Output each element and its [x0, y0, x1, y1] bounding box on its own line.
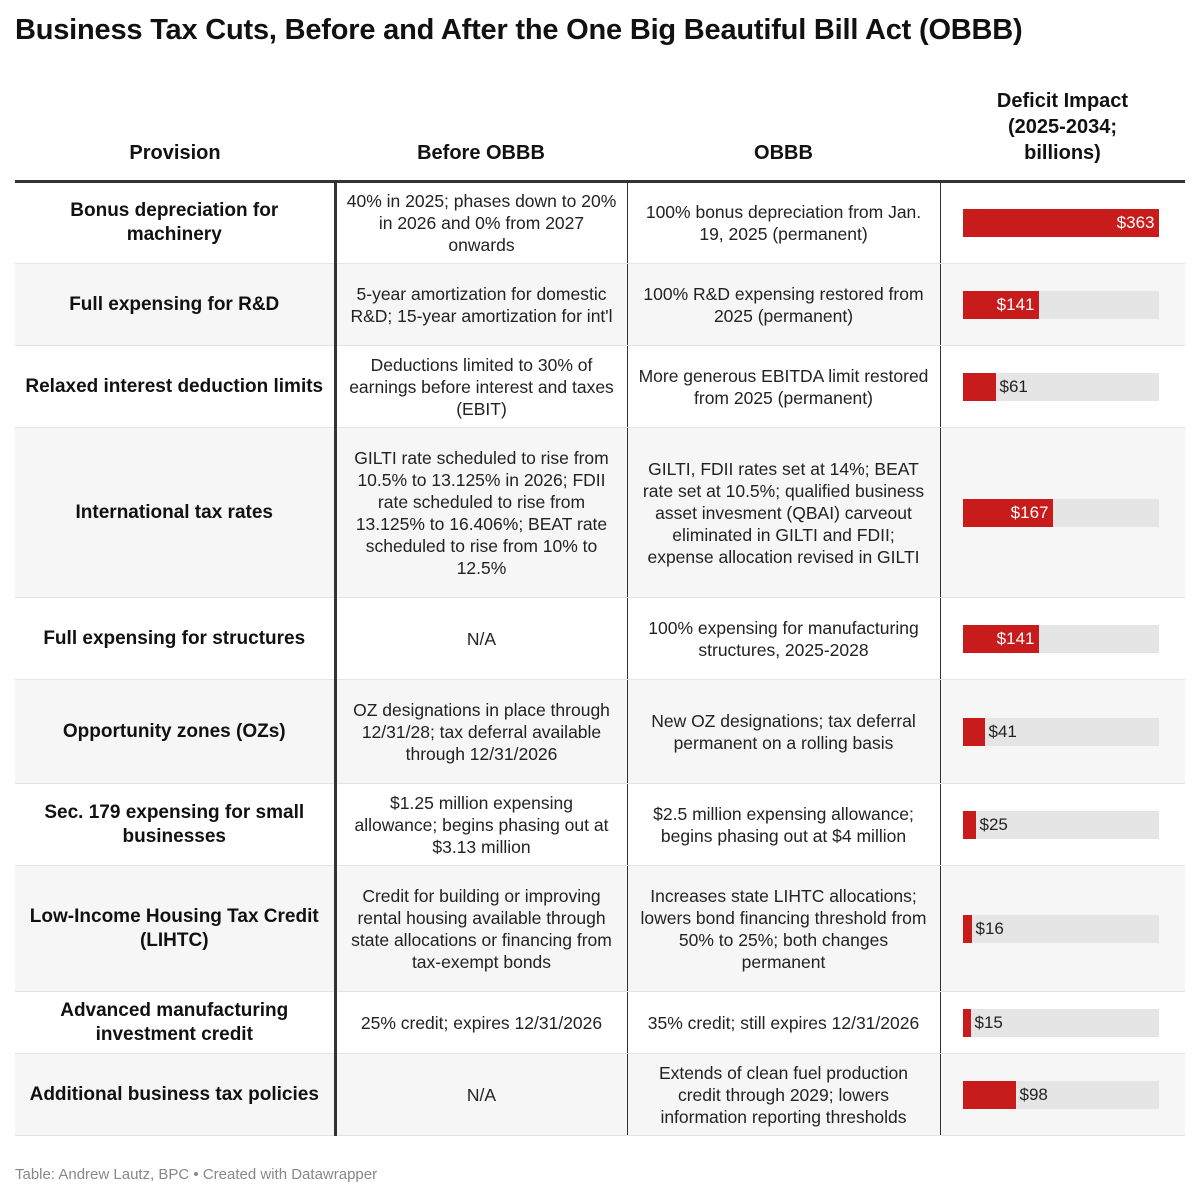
table-row [15, 428, 1185, 598]
tax-cuts-table [15, 88, 1185, 1136]
obbb-cell: 35% credit; still expires 12/31/2026 [627, 992, 940, 1054]
header-provision[interactable]: Provision [15, 88, 335, 182]
table-row [15, 866, 1185, 992]
impact-bar [963, 915, 972, 943]
impact-value: $167 [1010, 502, 1049, 522]
impact-bar [963, 1081, 1016, 1109]
header-row [15, 88, 1185, 182]
impact-bar-track [963, 1009, 1159, 1037]
impact-bar [963, 718, 985, 746]
impact-value: $363 [1116, 213, 1155, 232]
deficit-impact-cell [940, 598, 1185, 680]
impact-bar-track [963, 499, 1159, 527]
header-impact-line1: Deficit Impact [996, 90, 1129, 112]
table-row [15, 346, 1185, 428]
header-deficit-impact[interactable] [940, 88, 1185, 182]
before-obbb-cell: Credit for building or improving rental housing available through state allocations or financing from tax-exempt bonds [335, 866, 627, 992]
source-credit[interactable]: Table: Andrew Lautz, BPC • Created with Datawrapper [15, 1166, 378, 1183]
deficit-impact-cell [940, 784, 1185, 866]
impact-bar [963, 373, 996, 401]
impact-bar-track [963, 373, 1159, 401]
table-row [15, 598, 1185, 680]
deficit-impact-cell [940, 680, 1185, 784]
table-row [15, 1054, 1185, 1136]
provision-cell: Advanced manufacturing investment credit [15, 992, 335, 1054]
obbb-cell: Extends of clean fuel production credit through 2029; lowers information reporting thresholds [627, 1054, 940, 1136]
impact-value: $16 [975, 918, 1004, 938]
provision-cell: Full expensing for structures [15, 598, 335, 680]
provision-cell: Bonus depreciation for machinery [15, 182, 335, 264]
provision-cell: Additional business tax policies [15, 1054, 335, 1136]
deficit-impact-cell [940, 428, 1185, 598]
deficit-impact-cell [940, 992, 1185, 1054]
header-impact-line2: (2025-2034; [1008, 116, 1117, 138]
provision-cell: Relaxed interest deduction limits [15, 346, 335, 428]
obbb-cell: GILTI, FDII rates set at 14%; BEAT rate set at 10.5%; qualified business asset invesment (QBAI) carveout eliminated in GILTI and FDII; expense allocation revised in GILTI [627, 428, 940, 598]
obbb-cell: Increases state LIHTC allocations; lowers bond financing threshold from 50% to 25%; both changes permanent [627, 866, 940, 992]
provision-cell: Full expensing for R&D [15, 264, 335, 346]
impact-bar-track [963, 209, 1159, 237]
provision-cell: International tax rates [15, 428, 335, 598]
obbb-cell: 100% R&D expensing restored from 2025 (permanent) [627, 264, 940, 346]
before-obbb-cell: OZ designations in place through 12/31/28; tax deferral available through 12/31/2026 [335, 680, 627, 784]
impact-value: $141 [996, 628, 1035, 648]
provision-cell: Sec. 179 expensing for small businesses [15, 784, 335, 866]
header-before-obbb[interactable]: Before OBBB [335, 88, 627, 182]
before-obbb-cell: 5-year amortization for domestic R&D; 15-year amortization for int'l [335, 264, 627, 346]
impact-value: $98 [1019, 1084, 1048, 1104]
before-obbb-cell: 25% credit; expires 12/31/2026 [335, 992, 627, 1054]
before-obbb-cell: 40% in 2025; phases down to 20% in 2026 and 0% from 2027 onwards [335, 182, 627, 264]
before-obbb-cell: Deductions limited to 30% of earnings before interest and taxes (EBIT) [335, 346, 627, 428]
impact-bar-track [963, 811, 1159, 839]
deficit-impact-cell [940, 1054, 1185, 1136]
deficit-impact-cell [940, 182, 1185, 264]
before-obbb-cell: GILTI rate scheduled to rise from 10.5% to 13.125% in 2026; FDII rate scheduled to rise from 13.125% to 16.406%; BEAT rate scheduled to rise from 10% to 12.5% [335, 428, 627, 598]
deficit-impact-cell [940, 346, 1185, 428]
before-obbb-cell: $1.25 million expensing allowance; begins phasing out at $3.13 million [335, 784, 627, 866]
table-row [15, 680, 1185, 784]
before-obbb-cell: N/A [335, 598, 627, 680]
impact-value: $41 [988, 721, 1017, 741]
impact-bar-track [963, 915, 1159, 943]
table-row [15, 182, 1185, 264]
impact-value: $61 [999, 376, 1028, 396]
impact-bar [963, 1009, 971, 1037]
table-row [15, 264, 1185, 346]
deficit-impact-cell [940, 264, 1185, 346]
obbb-cell: $2.5 million expensing allowance; begins phasing out at $4 million [627, 784, 940, 866]
header-impact-line3: billions) [1024, 142, 1101, 164]
impact-bar-track [963, 718, 1159, 746]
table-row [15, 992, 1185, 1054]
provision-cell: Low-Income Housing Tax Credit (LIHTC) [15, 866, 335, 992]
obbb-cell: More generous EBITDA limit restored from 2025 (permanent) [627, 346, 940, 428]
obbb-cell: 100% expensing for manufacturing structures, 2025-2028 [627, 598, 940, 680]
table-row [15, 784, 1185, 866]
impact-bar-track [963, 1081, 1159, 1109]
page-title: Business Tax Cuts, Before and After the One Big Beautiful Bill Act (OBBB) [15, 14, 1023, 46]
impact-bar-track [963, 291, 1159, 319]
impact-value: $25 [979, 814, 1008, 834]
obbb-cell: 100% bonus depreciation from Jan. 19, 2025 (permanent) [627, 182, 940, 264]
obbb-cell: New OZ designations; tax deferral permanent on a rolling basis [627, 680, 940, 784]
deficit-impact-cell [940, 866, 1185, 992]
provision-cell: Opportunity zones (OZs) [15, 680, 335, 784]
impact-value: $141 [996, 294, 1035, 314]
impact-bar-track [963, 625, 1159, 653]
before-obbb-cell: N/A [335, 1054, 627, 1136]
impact-bar [963, 811, 976, 839]
header-obbb[interactable]: OBBB [627, 88, 940, 182]
impact-value: $15 [974, 1012, 1003, 1032]
